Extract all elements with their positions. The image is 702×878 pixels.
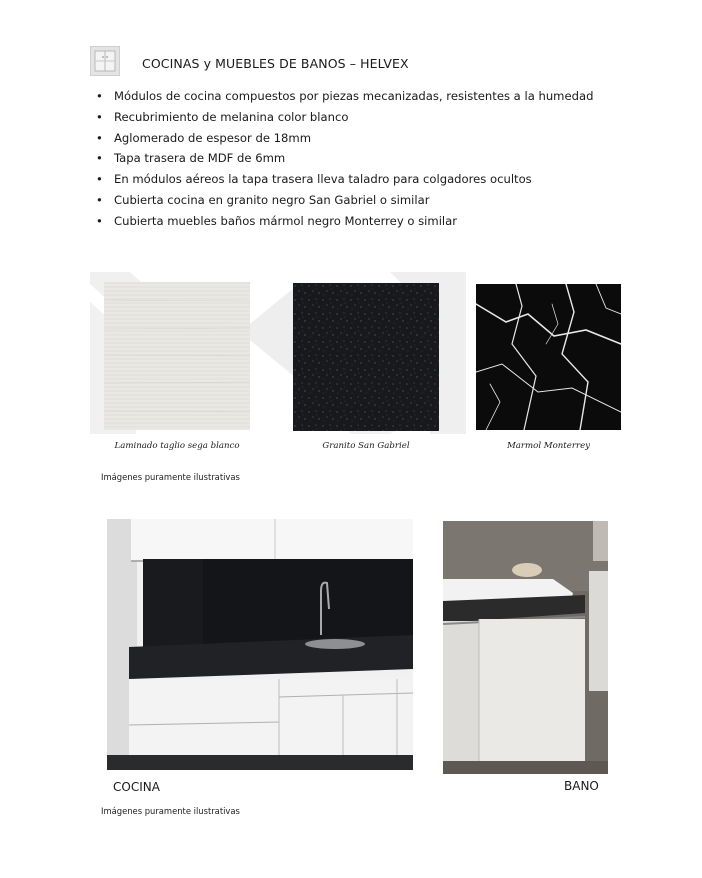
bathroom-photo <box>443 521 608 774</box>
marble-swatch <box>476 284 621 430</box>
spec-list <box>96 86 593 232</box>
kitchen-photo <box>107 519 413 770</box>
spec-text: Tapa trasera de MDF de 6mm <box>114 151 286 166</box>
bullet: • <box>96 172 103 187</box>
list-item <box>96 148 593 169</box>
spec-text: Módulos de cocina compuestos por piezas mecanizadas, resistentes a la humedad <box>114 89 594 103</box>
list-item <box>96 107 593 128</box>
caption-granite: Granito San Gabriel <box>322 441 410 451</box>
page-title: COCINAS y MUEBLES DE BANOS – HELVEX <box>142 56 409 71</box>
caption-marble: Marmol Monterrey <box>506 441 591 451</box>
spec-text: Cubierta cocina en granito negro San Gabriel o similar <box>114 192 430 207</box>
bullet: • <box>96 192 103 207</box>
bullet: • <box>96 89 103 103</box>
list-item <box>96 169 593 190</box>
list-item <box>96 211 593 232</box>
kitchen-label: COCINA <box>113 780 160 794</box>
illustrative-note: Imágenes puramente ilustrativas <box>101 806 240 816</box>
cabinet-icon <box>90 46 120 76</box>
laminate-swatch <box>104 282 250 430</box>
spec-text: En módulos aéreos la tapa trasera lleva taladro para colgadores ocultos <box>114 172 532 187</box>
list-item <box>96 128 593 149</box>
bullet: • <box>96 213 103 228</box>
bullet: • <box>96 130 103 145</box>
bullet: • <box>96 151 103 166</box>
list-item <box>96 190 593 211</box>
caption-laminate: Laminado taglio sega blanco <box>114 441 240 451</box>
illustrative-note: Imágenes puramente ilustrativas <box>101 472 240 482</box>
spec-text: Aglomerado de espesor de 18mm <box>114 130 311 145</box>
bullet: • <box>96 109 103 124</box>
spec-text: Cubierta muebles baños mármol negro Monterrey o similar <box>114 213 458 228</box>
spec-text: Recubrimiento de melanina color blanco <box>114 109 349 124</box>
list-item <box>96 86 593 107</box>
granite-swatch <box>293 283 439 431</box>
bath-label: BANO <box>564 779 599 793</box>
